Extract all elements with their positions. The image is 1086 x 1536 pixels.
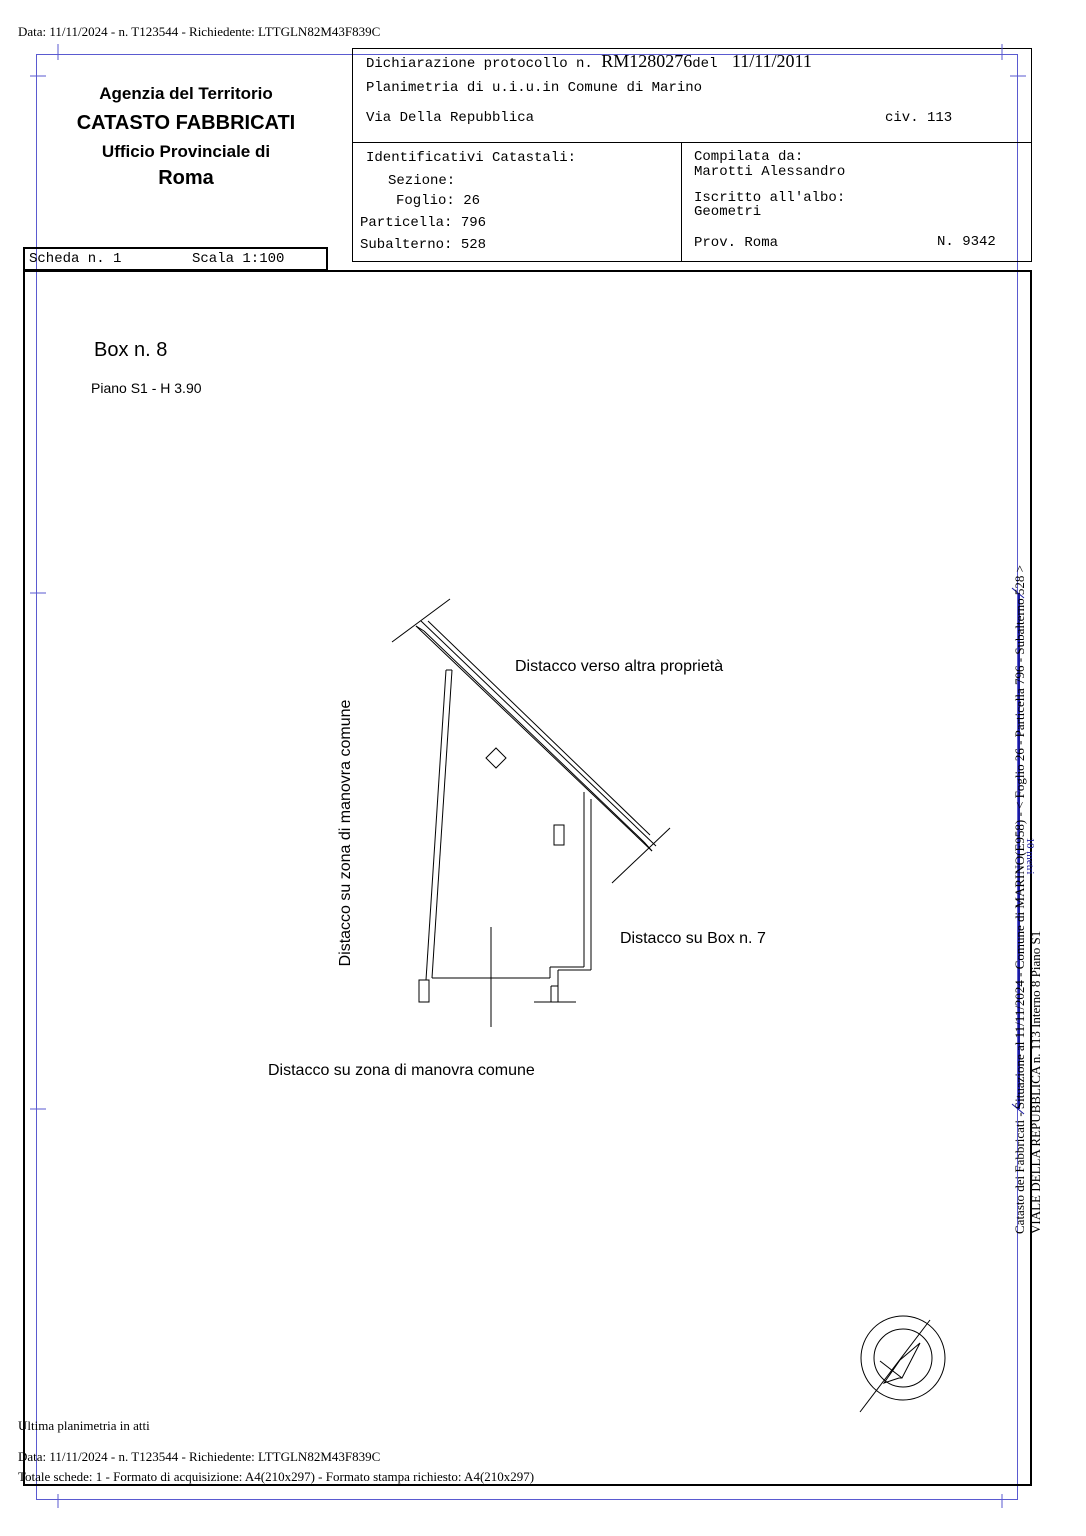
compilata-label: Compilata da: [694, 149, 804, 165]
registration-number: N. 9342 [937, 234, 996, 250]
label-right-distance: Distacco su Box n. 7 [620, 930, 766, 947]
label-left-distance: Distacco su zona di manovra comune [337, 699, 354, 967]
ultima-planimetria: Ultima planimetria in atti [18, 1418, 150, 1433]
ufficio-city: Roma [158, 167, 214, 189]
declaration-date: 11/11/2011 [731, 51, 812, 71]
side-info-line1: Catasto dei Fabbricati - Situazione al 11/11/2024 - Comune di MARINO(E958) - < Foglio 26 - Particella 796 - Subalterno 528 > [1012, 564, 1027, 1234]
label-top-distance: Distacco verso altra proprietà [515, 658, 724, 675]
scale-label: Scala 1:100 [192, 251, 285, 267]
footer-format-line: Totale schede: 1 - Formato di acquisizione: A4(210x297) - Formato stampa richiesto: A4(210x297) [18, 1469, 535, 1484]
street-line: Via Della Repubblica [366, 110, 535, 126]
header-request-line: Data: 11/11/2024 - n. T123544 - Richiedente: LTTGLN82M43F839C [18, 24, 381, 39]
planimetria-line: Planimetria di u.i.u.in Comune di Marino [366, 80, 703, 96]
agency-name: Agenzia del Territorio [99, 84, 273, 103]
protocol-number: RM1280276 [601, 51, 693, 71]
albo-label: Iscritto all'albo: [694, 190, 846, 206]
scale-bar-label: 10 metri [1024, 837, 1036, 875]
del-label: del [692, 56, 718, 72]
floor-height: Piano S1 - H 3.90 [91, 380, 202, 396]
box-title: Box n. 8 [94, 339, 168, 361]
compiler-name: Marotti Alessandro [694, 164, 846, 180]
declaration-label: Dichiarazione protocollo n. [366, 56, 593, 72]
albo-value: Geometri [694, 204, 762, 220]
province-field: Prov. Roma [694, 235, 779, 251]
catasto-title: CATASTO FABBRICATI [76, 112, 296, 134]
label-bottom-distance: Distacco su zona di manovra comune [268, 1062, 535, 1079]
foglio-field: Foglio: 26 [396, 193, 481, 209]
side-info-line2: VIALE DELLA REPUBBLICA n. 113 Interno 8 Piano S1 [1028, 930, 1043, 1234]
sezione-field: Sezione: [388, 173, 456, 189]
subalterno-field: Subalterno: 528 [360, 237, 487, 253]
scheda-number: Scheda n. 1 [29, 251, 122, 267]
footer-request-line: Data: 11/11/2024 - n. T123544 - Richiedente: LTTGLN82M43F839C [18, 1449, 381, 1464]
ufficio-label: Ufficio Provinciale di [101, 142, 271, 161]
particella-field: Particella: 796 [360, 215, 487, 231]
civic-number: civ. 113 [885, 110, 953, 126]
identifiers-title: Identificativi Catastali: [366, 150, 577, 166]
